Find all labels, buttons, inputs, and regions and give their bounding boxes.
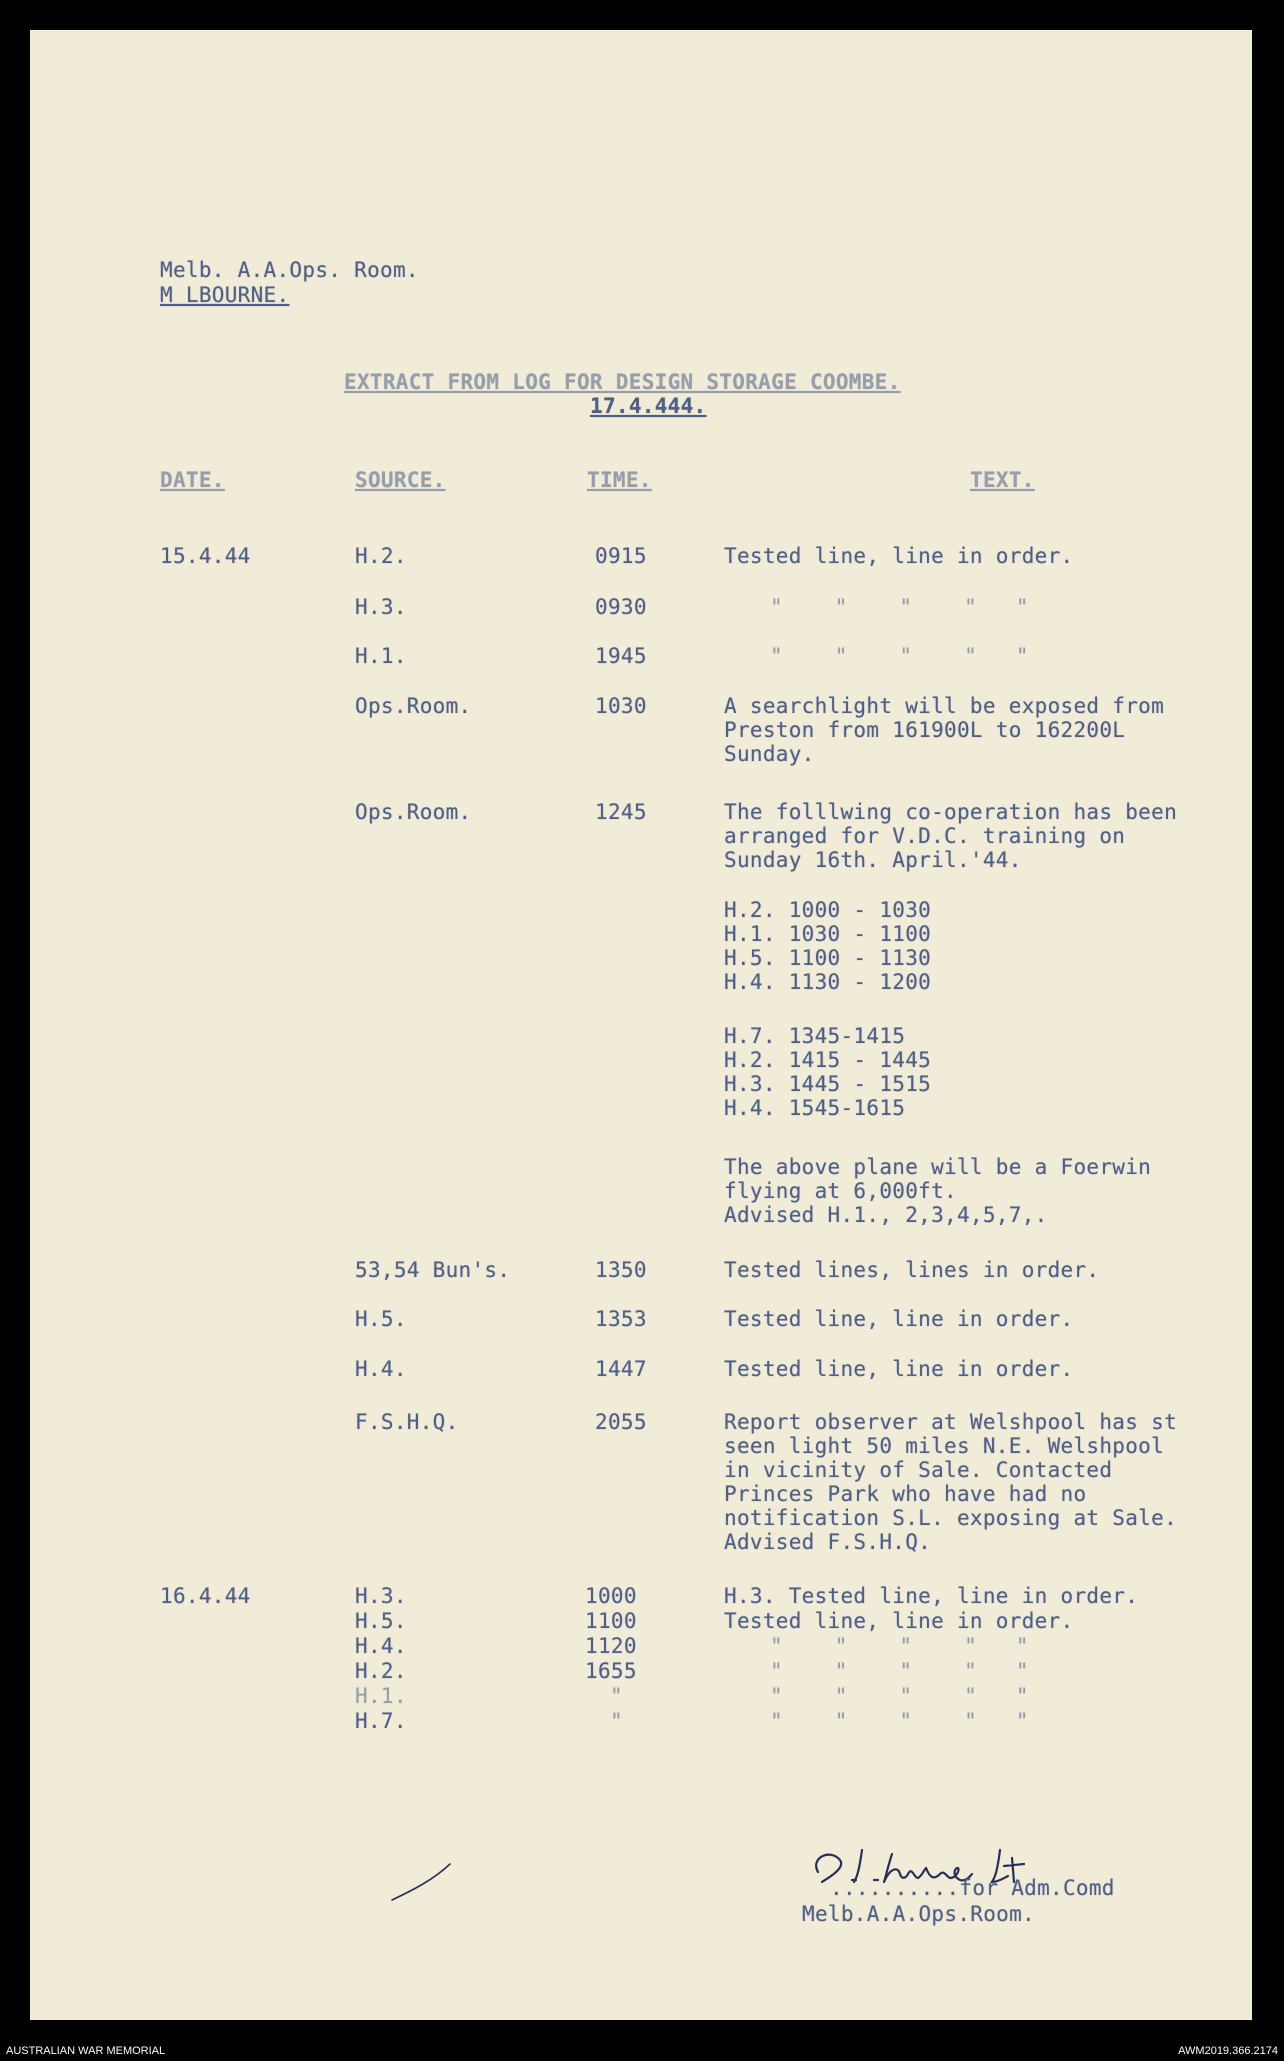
entry-source: H.2. <box>355 1659 407 1683</box>
footer-bar <box>0 2038 1284 2061</box>
ditto-marks: " " " " " <box>770 1659 1029 1683</box>
entry-text: Tested line, line in order. <box>724 1357 1074 1381</box>
entry-time: 2055 <box>595 1410 647 1434</box>
entry-time: " <box>610 1709 623 1733</box>
entry-source: H.3. <box>355 1584 407 1608</box>
entry-source: H.1. <box>355 644 407 668</box>
entry-time: 1100 <box>585 1609 637 1633</box>
schedule-block-1: H.2. 1000 - 1030 H.1. 1030 - 1100 H.5. 1100 - 1130 H.4. 1130 - 1200 <box>724 898 932 994</box>
entry-text: H.3. Tested line, line in order. <box>724 1584 1139 1608</box>
entry-text: Report observer at Welshpool has st seen light 50 miles N.E. Welshpool in vicinity of Sale. Contacted Princes Park who have had no notification S.L. exposing at Sale. Advised F.S.H.Q. <box>724 1410 1178 1554</box>
entry-time: 1030 <box>595 694 647 718</box>
entry-note: The above plane will be a Foerwin flying at 6,000ft. Advised H.1., 2,3,4,5,7,. <box>724 1155 1152 1227</box>
entry-time: 1655 <box>585 1659 637 1683</box>
entry-text: Tested line, line in order. <box>724 1609 1074 1633</box>
footer-left-credit: AUSTRALIAN WAR MEMORIAL <box>6 2045 166 2057</box>
entry-text: Tested line, line in order. <box>724 544 1074 568</box>
entry-time: 1447 <box>595 1357 647 1381</box>
ditto-marks: " " " " " <box>770 595 1029 619</box>
column-header-source: SOURCE. <box>355 468 446 492</box>
header-line2: M LBOURNE. <box>160 283 290 307</box>
signature-line1: ..........for Adm.Comd <box>830 1876 1115 1900</box>
entry-time: 0930 <box>595 595 647 619</box>
entry-time: 0915 <box>595 544 647 568</box>
entry-source: 53,54 Bun's. <box>355 1258 511 1282</box>
entry-text: A searchlight will be exposed from Preston from 161900L to 162200L Sunday. <box>724 694 1165 766</box>
title-line1: EXTRACT FROM LOG FOR DESIGN STORAGE COOMBE. <box>344 370 901 394</box>
entry-source: H.4. <box>355 1357 407 1381</box>
entry-text: Tested lines, lines in order. <box>724 1258 1100 1282</box>
title-line2: 17.4.444. <box>590 394 707 418</box>
entry-source: F.S.H.Q. <box>355 1410 459 1434</box>
entry-time: 1350 <box>595 1258 647 1282</box>
column-header-time: TIME. <box>587 468 652 492</box>
ditto-marks: " " " " " <box>770 644 1029 668</box>
entry-time: 1000 <box>585 1584 637 1608</box>
entry-time: 1120 <box>585 1634 637 1658</box>
entry-source: H.7. <box>355 1709 407 1733</box>
entry-source: H.5. <box>355 1609 407 1633</box>
entry-source: H.2. <box>355 544 407 568</box>
entry-text: The folllwing co-operation has been arranged for V.D.C. training on Sunday 16th. April.'44. <box>724 800 1178 872</box>
entry-time: 1245 <box>595 800 647 824</box>
header-line1: Melb. A.A.Ops. Room. <box>160 258 419 282</box>
schedule-block-2: H.7. 1345-1415 H.2. 1415 - 1445 H.3. 1445 - 1515 H.4. 1545-1615 <box>724 1024 932 1120</box>
footer-accession-number: AWM2019.366.2174 <box>1178 2045 1278 2057</box>
column-header-date: DATE. <box>160 468 225 492</box>
ditto-marks: " " " " " <box>770 1709 1029 1733</box>
entry-date: 16.4.44 <box>160 1584 251 1608</box>
document-page <box>30 30 1252 2020</box>
entry-source: H.1. <box>355 1684 407 1708</box>
entry-time: 1945 <box>595 644 647 668</box>
pencil-mark <box>388 1860 458 1905</box>
entry-source: Ops.Room. <box>355 800 472 824</box>
ditto-marks: " " " " " <box>770 1684 1029 1708</box>
entry-source: Ops.Room. <box>355 694 472 718</box>
entry-date: 15.4.44 <box>160 544 251 568</box>
ditto-marks: " " " " " <box>770 1634 1029 1658</box>
column-header-text: TEXT. <box>970 468 1035 492</box>
entry-source: H.5. <box>355 1307 407 1331</box>
entry-text: Tested line, line in order. <box>724 1307 1074 1331</box>
entry-source: H.4. <box>355 1634 407 1658</box>
entry-time: " <box>610 1684 623 1708</box>
signature-line2: Melb.A.A.Ops.Room. <box>802 1902 1035 1926</box>
entry-source: H.3. <box>355 595 407 619</box>
entry-time: 1353 <box>595 1307 647 1331</box>
